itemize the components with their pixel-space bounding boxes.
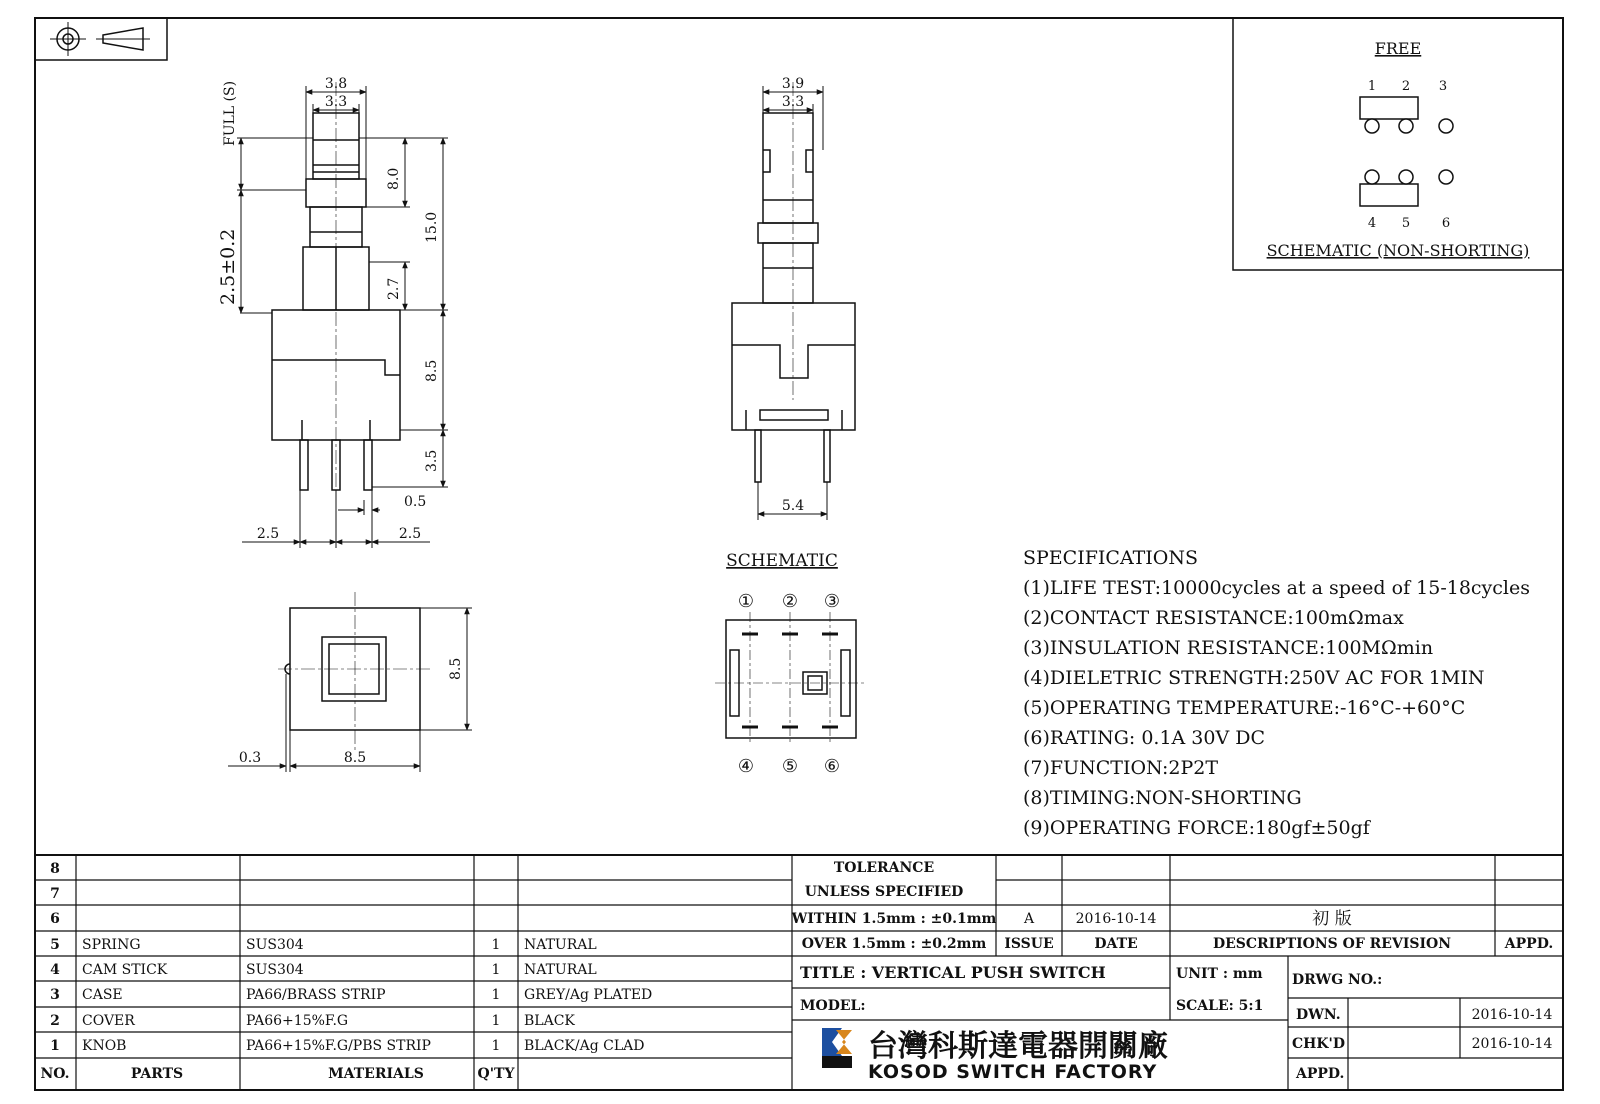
model-label: MODEL:	[800, 998, 866, 1014]
svg-text:1: 1	[50, 1038, 60, 1054]
spec-item: (2)CONTACT RESISTANCE:100mΩmax	[1023, 607, 1404, 629]
spec-item: (6)RATING: 0.1A 30V DC	[1023, 727, 1266, 749]
schematic-pin-4: ④	[737, 756, 755, 777]
schematic-pin-5: ⑤	[781, 756, 799, 777]
top-view-dimensions	[228, 608, 472, 772]
revision-header-desc: DESCRIPTIONS OF REVISION	[1212, 936, 1452, 952]
schematic-ns-pin-3: 3	[1438, 79, 1448, 94]
svg-text:PA66+15%F.G: PA66+15%F.G	[246, 1013, 349, 1029]
chkd-date: 2016-10-14	[1471, 1036, 1553, 1052]
schematic-ns-contacts	[1360, 97, 1453, 206]
company-name-en: KOSOD SWITCH FACTORY	[868, 1061, 1158, 1083]
dim-side-85: 8.5	[424, 359, 440, 382]
revision-header-appd: APPD.	[1504, 936, 1554, 952]
spec-item: (7)FUNCTION:2P2T	[1023, 757, 1219, 779]
unit-text: UNIT : mm	[1176, 966, 1263, 982]
spec-item: (3)INSULATION RESISTANCE:100MΩmin	[1023, 637, 1434, 659]
dim-side-35: 3.5	[424, 449, 440, 472]
schematic-ns-pin-4: 4	[1367, 216, 1377, 231]
dim-side-pitch-r: 2.5	[398, 526, 422, 542]
svg-text:CASE: CASE	[82, 987, 123, 1003]
scale-text: SCALE: 5:1	[1176, 998, 1264, 1014]
svg-text:8: 8	[50, 861, 60, 877]
spec-item: (4)DIELETRIC STRENGTH:250V AC FOR 1MIN	[1023, 667, 1485, 689]
header-qty: Q'TY	[477, 1066, 515, 1082]
dim-front-top-w2: 3.3	[781, 94, 805, 110]
table-row	[50, 861, 60, 877]
front-view	[732, 82, 855, 482]
svg-text:1: 1	[491, 1038, 501, 1054]
dwn-date: 2016-10-14	[1471, 1007, 1553, 1023]
dim-front-top-w1: 3.9	[781, 76, 805, 92]
dim-side-27: 2.7	[386, 277, 402, 300]
specifications	[1023, 547, 1530, 839]
svg-text:6: 6	[50, 911, 60, 927]
schematic-ns-pin-2: 2	[1401, 79, 1411, 94]
table-row	[50, 1013, 575, 1029]
svg-text:3: 3	[50, 987, 60, 1003]
dwn-label: DWN.	[1296, 1007, 1341, 1023]
tolerance-over: OVER 1.5mm : ±0.2mm	[801, 936, 987, 952]
top-view	[278, 592, 432, 752]
spec-item: (5)OPERATING TEMPERATURE:-16°C-+60°C	[1023, 697, 1466, 719]
title-text: TITLE : VERTICAL PUSH SWITCH	[800, 963, 1106, 982]
company-name-cn: 台灣科斯達電器開關廠	[868, 1029, 1168, 1064]
side-view	[272, 82, 400, 545]
svg-text:PA66+15%F.G/PBS STRIP: PA66+15%F.G/PBS STRIP	[246, 1038, 431, 1054]
chkd-label: CHK'D	[1292, 1036, 1345, 1052]
table-row	[50, 962, 597, 978]
dim-side-top-w2: 3.3	[324, 94, 348, 110]
schematic-title: SCHEMATIC	[726, 551, 838, 571]
spec-item: (9)OPERATING FORCE:180gf±50gf	[1023, 817, 1370, 839]
spec-item: (1)LIFE TEST:10000cycles at a speed of 15-18cycles	[1023, 577, 1530, 599]
revision-header-date: DATE	[1094, 936, 1138, 952]
dim-side-top-w1: 3.8	[324, 76, 348, 92]
svg-text:SPRING: SPRING	[82, 937, 141, 953]
svg-text:SUS304: SUS304	[246, 962, 304, 978]
svg-text:BLACK/Ag CLAD: BLACK/Ag CLAD	[524, 1038, 645, 1054]
dim-top-height: 8.5	[448, 657, 464, 680]
company-logo	[822, 1028, 852, 1068]
svg-text:1: 1	[491, 1013, 501, 1029]
revision-date: 2016-10-14	[1075, 911, 1157, 927]
svg-text:SUS304: SUS304	[246, 937, 304, 953]
tolerance-line1: TOLERANCE	[833, 860, 935, 876]
dim-side-15: 15.0	[424, 211, 440, 243]
svg-text:CAM STICK: CAM STICK	[82, 962, 168, 978]
tolerance-line2: UNLESS SPECIFIED	[804, 884, 964, 900]
table-row	[50, 886, 60, 902]
svg-text:GREY/Ag PLATED: GREY/Ag PLATED	[524, 987, 653, 1003]
schematic-ns-pin-6: 6	[1441, 216, 1451, 231]
table-row	[50, 937, 597, 953]
schematic-pin-6: ⑥	[823, 756, 841, 777]
table-row	[50, 911, 60, 927]
spec-item: (8)TIMING:NON-SHORTING	[1023, 787, 1302, 809]
svg-text:1: 1	[491, 962, 501, 978]
svg-text:COVER: COVER	[82, 1013, 135, 1029]
dim-side-8: 8.0	[386, 167, 402, 190]
dim-front-pin-w: 5.4	[781, 498, 805, 514]
dim-side-full: FULL (S)	[222, 80, 238, 146]
projection-symbol	[35, 18, 167, 60]
svg-text:5: 5	[50, 937, 60, 953]
dim-top-width: 8.5	[343, 750, 367, 766]
svg-text:KNOB: KNOB	[82, 1038, 127, 1054]
schematic-ns-pin-5: 5	[1401, 216, 1411, 231]
header-no: NO.	[40, 1066, 70, 1082]
svg-text:1: 1	[491, 937, 501, 953]
side-view-dimensions	[237, 86, 448, 548]
svg-text:7: 7	[50, 886, 60, 902]
revision-issue: A	[1023, 911, 1035, 927]
svg-text:BLACK: BLACK	[524, 1013, 575, 1029]
appd-label: APPD.	[1296, 1066, 1345, 1082]
svg-text:NATURAL: NATURAL	[524, 937, 597, 953]
revision-header-issue: ISSUE	[1004, 936, 1054, 952]
svg-text:2: 2	[50, 1013, 60, 1029]
schematic-pin-3: ③	[823, 591, 841, 612]
svg-text:1: 1	[491, 987, 501, 1003]
header-materials: MATERIALS	[328, 1066, 424, 1082]
table-row	[50, 987, 652, 1003]
revision-description: 初 版	[1312, 909, 1352, 929]
table-row	[50, 1038, 644, 1054]
drwg-no-label: DRWG NO.:	[1292, 972, 1383, 988]
schematic-ns-caption: SCHEMATIC (NON-SHORTING)	[1266, 241, 1530, 260]
header-parts: PARTS	[130, 1066, 184, 1082]
dim-top-offset: 0.3	[238, 750, 262, 766]
svg-text:4: 4	[50, 962, 60, 978]
dim-side-pitch-l: 2.5	[256, 526, 280, 542]
schematic-ns-pin-1: 1	[1367, 79, 1377, 94]
schematic-ns-state: FREE	[1374, 39, 1422, 58]
schematic-pin-1: ①	[737, 591, 755, 612]
svg-text:PA66/BRASS STRIP: PA66/BRASS STRIP	[246, 987, 386, 1003]
dim-side-stroke: 2.5±0.2	[217, 228, 239, 305]
schematic-pin-2: ②	[781, 591, 799, 612]
schematic-bottom-view	[715, 612, 866, 745]
specifications-heading: SPECIFICATIONS	[1023, 547, 1199, 569]
dim-side-pin: 0.5	[404, 494, 427, 510]
svg-text:NATURAL: NATURAL	[524, 962, 597, 978]
tolerance-within: WITHIN 1.5mm : ±0.1mm	[791, 911, 997, 927]
